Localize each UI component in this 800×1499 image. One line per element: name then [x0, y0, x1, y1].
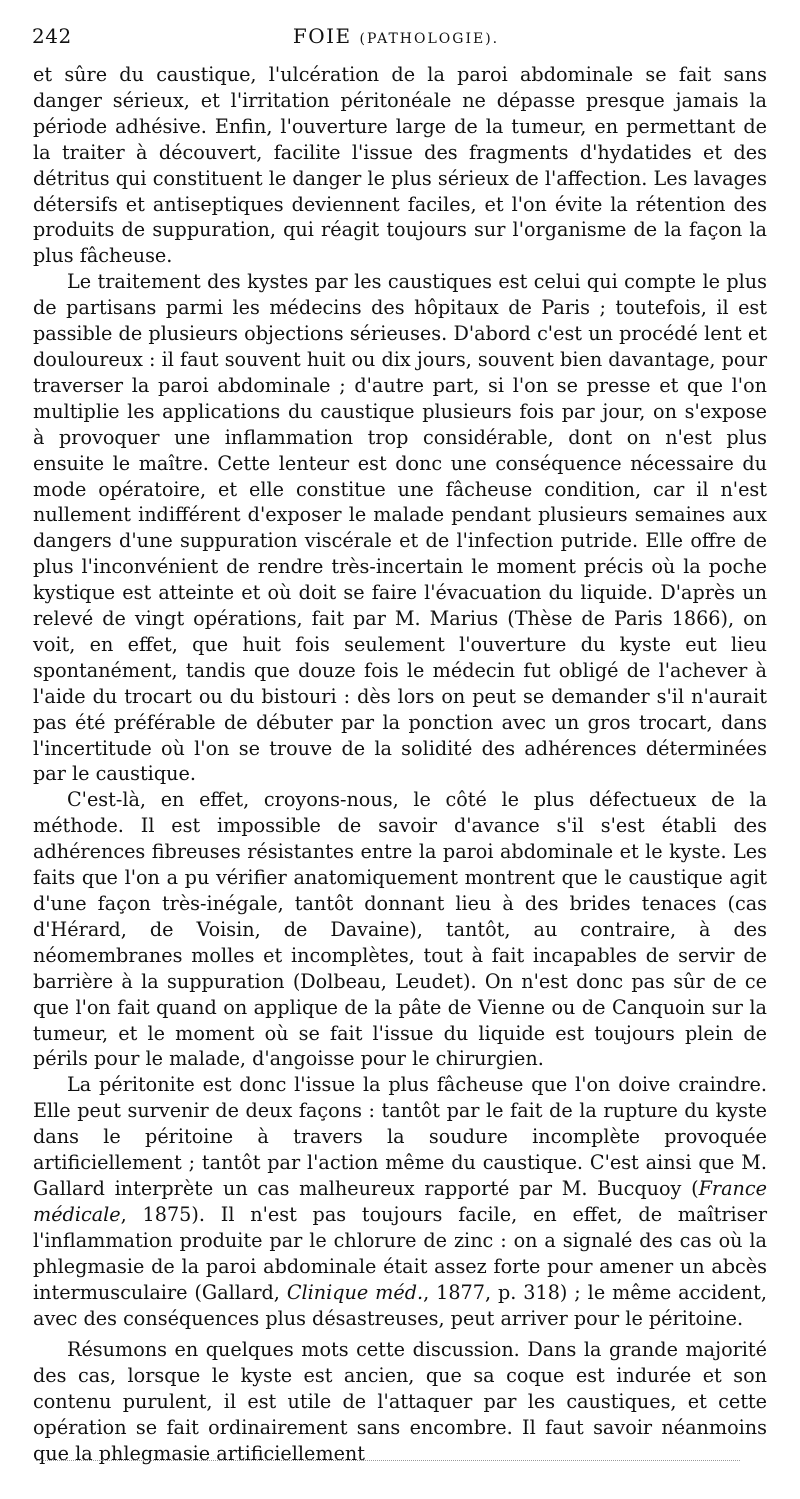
- footer-rule: [36, 1460, 740, 1461]
- running-head-title: FOIE: [292, 24, 352, 48]
- body-text: [33, 62, 767, 1467]
- paragraph-2: Le traitement des kystes par les caustiques est celui qui compte le plus de partisans parmi les médecins des hôpitaux de Paris ; toutefois, il est passible de plusieurs objections sérieuses. D'abord c'est un procédé lent et douloureux : il faut souvent huit ou dix jours, souvent bien davantage, pour traverser la paroi abdominale ; d'autre part, si l'on se presse et que l'on multiplie les applications du caustique plusieurs fois par jour, on s'expose à provoquer une inflammation trop considérable, dont on n'est plus ensuite le maître. Cette lenteur est donc une conséquence nécessaire du mode opératoire, et elle constitue une fâcheuse condition, car il n'est nullement indifférent d'exposer le malade pendant plusieurs semaines aux dangers d'une suppuration viscérale et de l'infection putride. Elle offre de plus l'inconvénient de rendre très-incertain le moment précis où la poche kystique est atteinte et où doit se faire l'évacuation du liquide. D'après un relevé de vingt opérations, fait par M. Marius (Thèse de Paris 1866), on voit, en effet, que huit fois seulement l'ouverture du kyste eut lieu spontanément, tandis que douze fois le médecin fut obligé de l'achever à l'aide du trocart ou du bistouri : dès lors on peut se demander s'il n'aurait pas été préférable de débuter par la ponction avec un gros trocart, dans l'incertitude où l'on se trouve de la solidité des adhérences déterminées par le caustique.: [33, 270, 767, 786]
- citation-clinique-med: Clinique méd.: [286, 1280, 424, 1304]
- page-number: 242: [32, 24, 72, 48]
- running-head-section: (PATHOLOGIE).: [359, 31, 500, 47]
- paragraph-3: C'est-là, en effet, croyons-nous, le côté le plus défectueux de la méthode. Il est impossible de savoir d'avance s'il s'est établi des adhérences fibreuses résistantes entre la paroi abdominale et le kyste. Les faits que l'on a pu vérifier anatomiquement montrent que le caustique agit d'une façon très-inégale, tantôt donnant lieu à des brides tenaces (cas d'Hérard, de Voisin, de Davaine), tantôt, au contraire, à des néomembranes molles et incomplètes, tout à fait incapables de servir de barrière à la suppuration (Dolbeau, Leudet). On n'est donc pas sûr de ce que l'on fait quand on applique de la pâte de Vienne ou de Canquoin sur la tumeur, et le moment où se fait l'issue du liquide est toujours plein de périls pour le malade, d'angoisse pour le chirurgien.: [33, 788, 767, 1071]
- running-head: [32, 24, 760, 48]
- paragraph-5: Résumons en quelques mots cette discussion. Dans la grande majorité des cas, lorsque le kyste est ancien, que sa coque est indurée et son contenu purulent, il est utile de l'attaquer par les caustiques, et cette opération se fait ordinairement sans encombre. Il faut savoir néanmoins que la phlegmasie artificiellement: [33, 1338, 767, 1466]
- paragraph-4-text-middle: , 1875). Il n'est pas toujours facile, en effet, de maîtriser l'inflammation produite par le chlorure de zinc : on a signalé des cas où la phlegmasie de la paroi abdominale était assez forte pour amener un abcès intermusculaire (Gallard,: [33, 1202, 767, 1304]
- citation-france-medicale: France médicale: [33, 1176, 767, 1226]
- page-header: [32, 24, 760, 54]
- paragraph-4: [33, 1072, 767, 1331]
- paragraph-4-text-after: , 1877, p. 318) ; le même accident, avec des conséquences plus désastreuses, peut arriver pour le péritoine.: [33, 1280, 767, 1330]
- paragraph-4-text-before: La péritonite est donc l'issue la plus fâcheuse que l'on doive craindre. Elle peut survenir de deux façons : tantôt par le fait de la rupture du kyste dans le péritoine à travers la soudure incomplète provoquée artificiellement ; tantôt par l'action même du caustique. C'est ainsi que M. Gallard interprète un cas malheureux rapporté par M. Bucquoy (: [33, 1073, 767, 1200]
- paragraph-1: et sûre du caustique, l'ulcération de la paroi abdominale se fait sans danger sérieux, et l'irritation péritonéale ne dépasse presque jamais la période adhésive. Enfin, l'ouverture large de la tumeur, en permettant de la traiter à découvert, facilite l'issue des fragments d'hydatides et des détritus qui constituent le danger le plus sérieux de l'affection. Les lavages détersifs et antiseptiques deviennent faciles, et l'on évite la rétention des produits de suppuration, qui réagit toujours sur l'organisme de la façon la plus fâcheuse.: [33, 63, 767, 268]
